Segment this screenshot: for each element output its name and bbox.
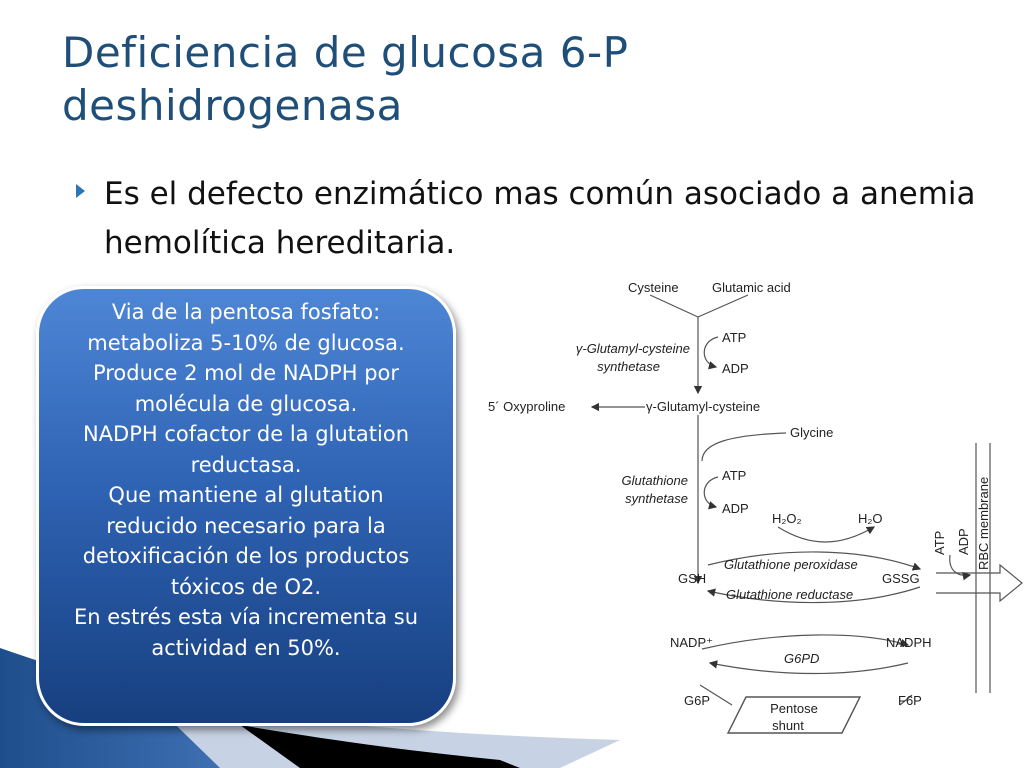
slide-title [62,26,962,132]
enzyme-label: γ-Glutamyl-cysteine [575,341,690,356]
enzyme-label: Glutathione [621,473,688,488]
node-gsh: GSH [678,571,707,586]
callout-line: Produce 2 mol de NADPH por molécula de glucosa. [92,361,400,416]
pentose-shunt-label: Pentose [770,701,818,716]
enzyme-label: Glutathione peroxidase [724,557,858,572]
node-nadph: NADPH [886,635,932,650]
node-gssg: GSSG [882,571,920,586]
bullet-point [76,170,986,268]
edge-h2o2-h2o [778,527,874,542]
enzyme-label: Glutathione reductase [726,587,854,602]
node-cysteine: Cysteine [628,280,679,295]
enzyme-label: synthetase [597,359,660,374]
node-adp: ADP [722,361,749,376]
enzyme-label: G6PD [784,651,820,666]
edge-glutamic [698,295,748,317]
edge-glycine [702,433,786,461]
node-nadp: NADP⁺ [670,635,713,650]
edge-atp-adp-2 [704,477,718,507]
edge-atp-adp-1 [704,337,718,367]
callout-line: Via de la pentosa fosfato: metaboliza 5-10% de glucosa. [87,300,405,355]
bullet-arrow-icon [76,184,85,198]
slide-title-line: deshidrogenasa [62,81,403,130]
callout-box [36,286,456,726]
callout-line: NADPH cofactor de la glutation reductasa. [82,422,410,477]
bullet-text: Es el defecto enzimático mas común asociado a anemia hemolítica hereditaria. [104,176,976,261]
edge-atp-adp-membrane [950,555,970,575]
node-oxyproline: 5´ Oxyproline [488,399,566,414]
node-glutamic-acid: Glutamic acid [712,280,791,295]
callout-line: En estrés esta vía incrementa su actividad en 50%. [74,605,418,660]
node-atp: ATP [722,468,747,483]
node-adp: ADP [956,528,971,555]
node-g6p: G6P [684,693,711,708]
glutathione-pathway-diagram [480,265,1024,745]
node-atp: ATP [932,530,947,555]
node-glycine: Glycine [790,425,834,440]
pentose-shunt-label: shunt [772,718,804,733]
node-adp: ADP [722,501,749,516]
node-f6p: F6P [898,693,922,708]
rbc-membrane-label: RBC membrane [976,476,991,570]
slide-title-line: Deficiencia de glucosa 6-P [62,28,629,77]
callout-line: Que mantiene al glutation reducido necesario para la detoxificación de los productos tóxicos de O2. [82,483,410,599]
edge-nadp-nadph [702,635,908,649]
node-h2o: H₂O [858,511,883,526]
enzyme-label: synthetase [625,491,688,506]
node-atp: ATP [722,330,747,345]
node-h2o2: H₂O₂ [772,511,802,526]
edge-cysteine [650,295,698,317]
node-glu-cys: γ-Glutamyl-cysteine [646,399,761,414]
